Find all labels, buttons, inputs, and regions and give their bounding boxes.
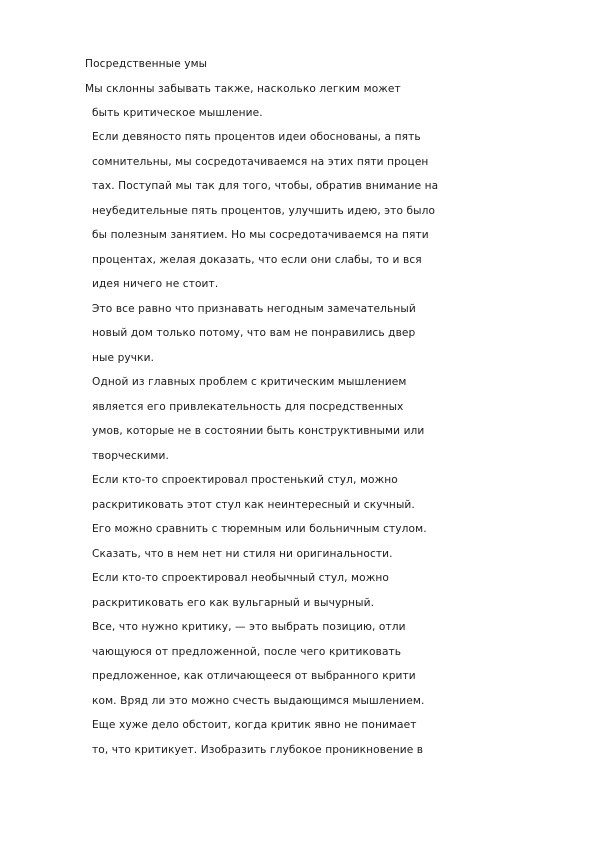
text-line: идея ничего не стоит. xyxy=(92,278,219,290)
text-line: тах. Поступай мы так для того, чтобы, обратив внимание на xyxy=(92,180,439,192)
text-line: Если девяносто пять процентов идеи обоснованы, а пять xyxy=(92,131,421,143)
text-line: сомнительны, мы сосредотачиваемся на этих пяти процен xyxy=(92,156,429,168)
text-line: ные ручки. xyxy=(92,352,155,364)
text-line: Его можно сравнить с тюремным или больничным стулом. xyxy=(92,523,427,535)
text-line: Мы склонны забывать также, насколько легким может xyxy=(85,83,401,95)
text-line: быть критическое мышление. xyxy=(92,107,263,119)
text-line: умов, которые не в состоянии быть конструктивными или xyxy=(92,425,425,437)
text-line: предложенное, как отличающееся от выбранного крити xyxy=(92,670,416,682)
text-line: Если кто-то спроектировал простенький стул, можно xyxy=(92,474,398,486)
text-line: то, что критикует. Изобразить глубокое проникновение в xyxy=(92,744,424,756)
text-line: раскритиковать этот стул как неинтересный и скучный. xyxy=(92,499,415,511)
text-line: раскритиковать его как вульгарный и вычурный. xyxy=(92,597,375,609)
text-line: ком. Вряд ли это можно счесть выдающимся мышлением. xyxy=(92,695,425,707)
text-line: Сказать, что в нем нет ни стиля ни оригинальности. xyxy=(92,548,393,560)
text-line: является его привлекательность для посредственных xyxy=(92,401,404,413)
text-line: Одной из главных проблем с критическим мышлением xyxy=(92,376,407,388)
text-line: процентах, желая доказать, что если они слабы, то и вся xyxy=(92,254,422,266)
text-line: неубедительные пять процентов, улучшить идею, это было xyxy=(92,205,436,217)
text-line: Это все равно что признавать негодным замечательный xyxy=(92,303,416,315)
text-line: чающуюся от предложенной, после чего критиковать xyxy=(92,646,402,658)
text-line: творческими. xyxy=(92,450,169,462)
text-line: Еще хуже дело обстоит, когда критик явно не понимает xyxy=(92,719,417,731)
text-line: Все, что нужно критику, — это выбрать позицию, отли xyxy=(92,621,406,633)
document-title: Посредственные умы xyxy=(85,58,208,70)
text-line: новый дом только потому, что вам не понравились двер xyxy=(92,327,416,339)
text-line: Если кто-то спроектировал необычный стул, можно xyxy=(92,572,389,584)
text-line: бы полезным занятием. Но мы сосредотачиваемся на пяти xyxy=(92,229,429,241)
